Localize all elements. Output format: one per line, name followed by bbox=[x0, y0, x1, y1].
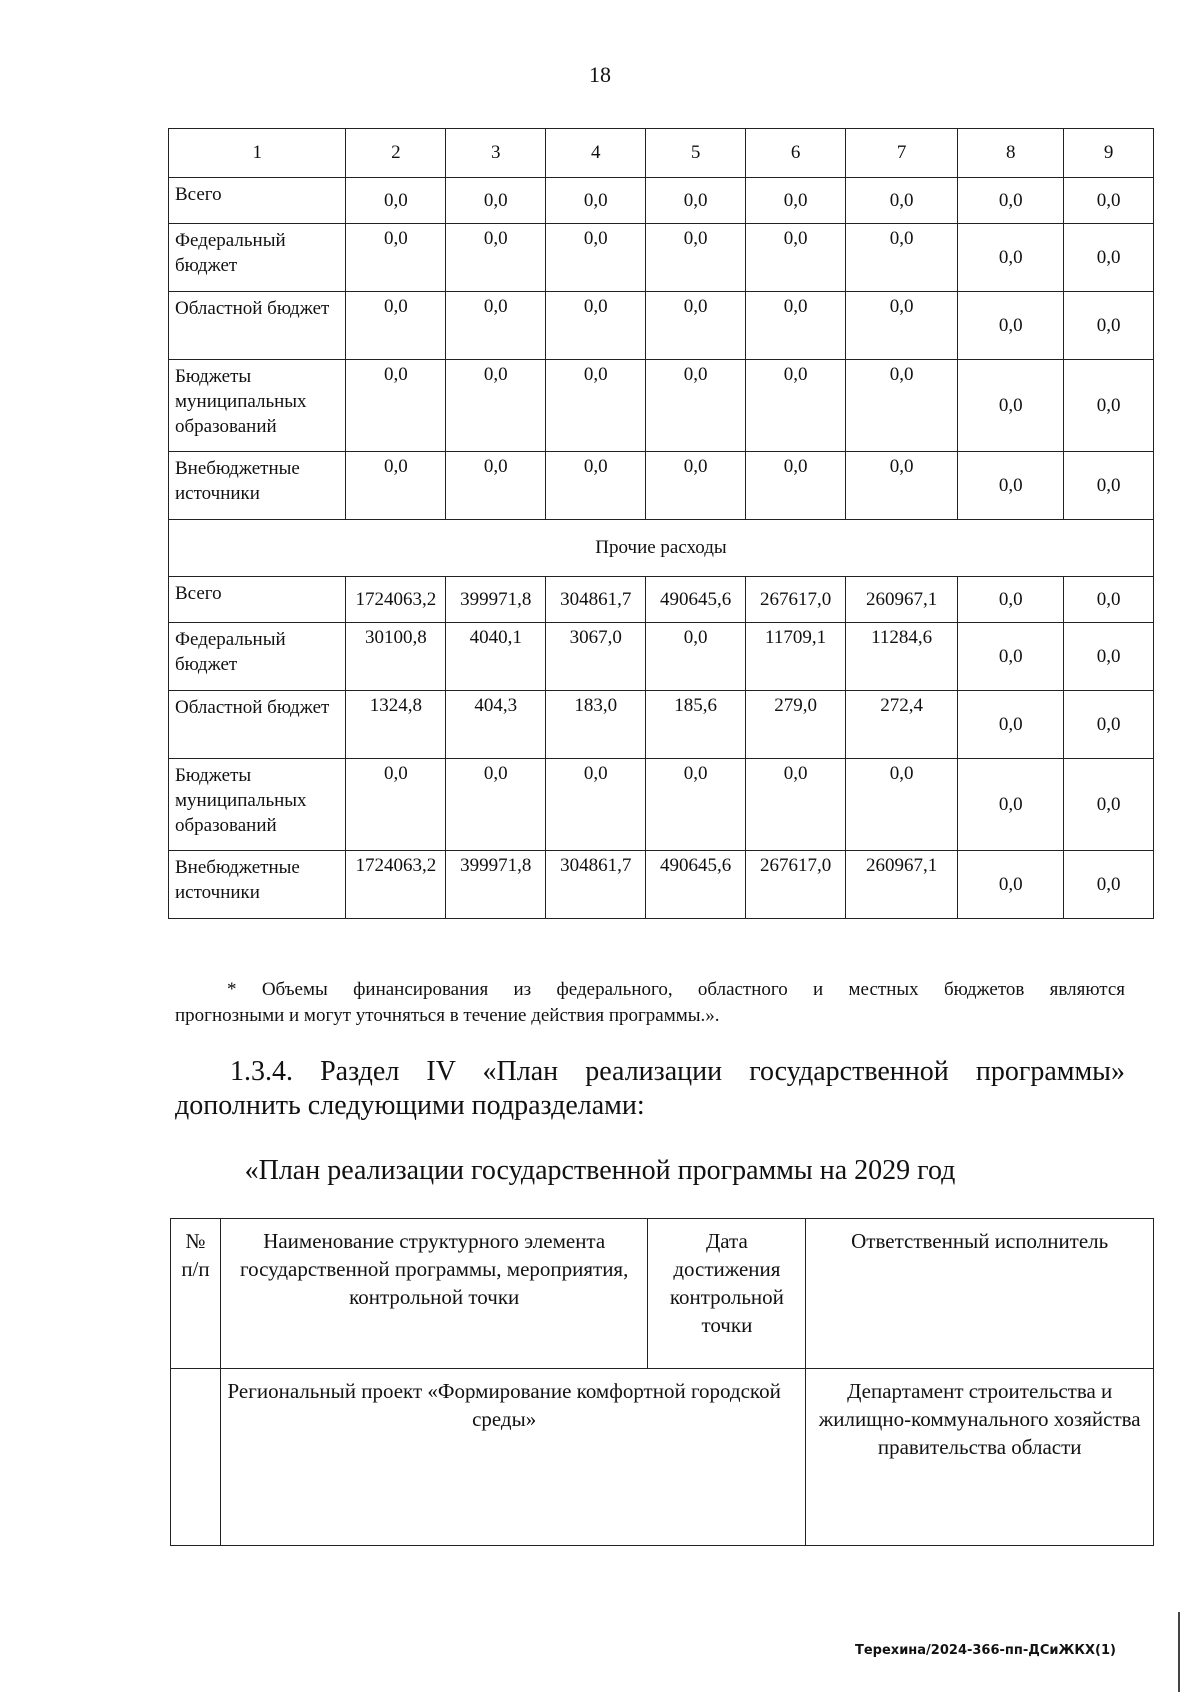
table-row bbox=[169, 691, 1154, 759]
header-cell: 3 bbox=[446, 129, 546, 178]
table-row bbox=[169, 224, 1154, 292]
value-cell: 0,0 bbox=[546, 224, 646, 292]
plan-row-number bbox=[171, 1369, 221, 1546]
plan-title: «План реализации государственной программы на 2029 год bbox=[244, 1155, 956, 1186]
footnote bbox=[175, 977, 1125, 1029]
value-cell: 0,0 bbox=[846, 292, 958, 360]
value-cell: 490645,6 bbox=[646, 851, 746, 919]
plan-row-executor: Департамент строительства и жилищно-коммунального хозяйства правительства области bbox=[806, 1369, 1154, 1546]
value-cell: 0,0 bbox=[1064, 178, 1154, 224]
value-cell: 0,0 bbox=[646, 452, 746, 520]
value-cell: 0,0 bbox=[346, 452, 446, 520]
row-label: Областной бюджет bbox=[169, 292, 346, 360]
value-cell: 304861,7 bbox=[546, 577, 646, 623]
table-row bbox=[169, 623, 1154, 691]
col-name-header: Наименование структурного элемента государственной программы, мероприятия, контрольной точки bbox=[220, 1219, 647, 1369]
amendment-paragraph bbox=[175, 1055, 1125, 1123]
row-label: Всего bbox=[169, 577, 346, 623]
plan-row-name: Региональный проект «Формирование комфортной городской среды» bbox=[220, 1369, 805, 1546]
value-cell: 0,0 bbox=[958, 452, 1064, 520]
value-cell: 0,0 bbox=[1064, 224, 1154, 292]
value-cell: 0,0 bbox=[346, 292, 446, 360]
row-label: Бюджеты муниципальных образований bbox=[169, 360, 346, 452]
value-cell: 279,0 bbox=[746, 691, 846, 759]
header-cell: 2 bbox=[346, 129, 446, 178]
value-cell: 399971,8 bbox=[446, 577, 546, 623]
table-row bbox=[169, 851, 1154, 919]
value-cell: 0,0 bbox=[546, 292, 646, 360]
section-title: Прочие расходы bbox=[169, 520, 1154, 577]
paragraph-line: 1.3.4. Раздел IV «План реализации государственной программы» bbox=[230, 1056, 1125, 1087]
plan-header-row bbox=[171, 1219, 1154, 1369]
value-cell: 0,0 bbox=[746, 360, 846, 452]
table-row bbox=[169, 292, 1154, 360]
value-cell: 399971,8 bbox=[446, 851, 546, 919]
value-cell: 30100,8 bbox=[346, 623, 446, 691]
value-cell: 0,0 bbox=[546, 178, 646, 224]
row-label: Внебюджетные источники bbox=[169, 851, 346, 919]
header-cell: 7 bbox=[846, 129, 958, 178]
value-cell: 0,0 bbox=[1064, 691, 1154, 759]
financing-group-1 bbox=[169, 178, 1154, 520]
value-cell: 4040,1 bbox=[446, 623, 546, 691]
value-cell: 0,0 bbox=[958, 360, 1064, 452]
financing-group-2 bbox=[169, 577, 1154, 919]
value-cell: 1724063,2 bbox=[346, 577, 446, 623]
row-label: Федеральный бюджет bbox=[169, 623, 346, 691]
value-cell: 260967,1 bbox=[846, 577, 958, 623]
value-cell: 1724063,2 bbox=[346, 851, 446, 919]
table-row bbox=[169, 452, 1154, 520]
value-cell: 0,0 bbox=[646, 292, 746, 360]
value-cell: 0,0 bbox=[646, 224, 746, 292]
value-cell: 0,0 bbox=[1064, 452, 1154, 520]
value-cell: 0,0 bbox=[846, 759, 958, 851]
value-cell: 0,0 bbox=[958, 851, 1064, 919]
value-cell: 0,0 bbox=[546, 452, 646, 520]
value-cell: 3067,0 bbox=[546, 623, 646, 691]
header-cell: 4 bbox=[546, 129, 646, 178]
financing-table bbox=[168, 128, 1154, 919]
value-cell: 0,0 bbox=[1064, 623, 1154, 691]
row-label: Внебюджетные источники bbox=[169, 452, 346, 520]
value-cell: 0,0 bbox=[958, 577, 1064, 623]
value-cell: 0,0 bbox=[446, 759, 546, 851]
value-cell: 0,0 bbox=[546, 759, 646, 851]
page-number: 18 bbox=[589, 62, 611, 87]
value-cell: 0,0 bbox=[1064, 577, 1154, 623]
row-label: Всего bbox=[169, 178, 346, 224]
plan-row bbox=[171, 1369, 1154, 1546]
value-cell: 260967,1 bbox=[846, 851, 958, 919]
plan-table bbox=[170, 1218, 1154, 1546]
value-cell: 1324,8 bbox=[346, 691, 446, 759]
value-cell: 272,4 bbox=[846, 691, 958, 759]
value-cell: 0,0 bbox=[446, 360, 546, 452]
value-cell: 0,0 bbox=[746, 452, 846, 520]
row-label: Областной бюджет bbox=[169, 691, 346, 759]
value-cell: 0,0 bbox=[446, 292, 546, 360]
row-label: Федеральный бюджет bbox=[169, 224, 346, 292]
value-cell: 0,0 bbox=[846, 178, 958, 224]
value-cell: 0,0 bbox=[846, 360, 958, 452]
value-cell: 0,0 bbox=[958, 224, 1064, 292]
value-cell: 185,6 bbox=[646, 691, 746, 759]
document-code: Терехина/2024-366-пп-ДСиЖКХ(1) bbox=[855, 1643, 1116, 1658]
table-row bbox=[169, 759, 1154, 851]
edge-line bbox=[1178, 1612, 1180, 1692]
value-cell: 0,0 bbox=[646, 623, 746, 691]
value-cell: 0,0 bbox=[746, 759, 846, 851]
footnote-line: * Объемы финансирования из федерального, областного и местных бюджетов являются bbox=[227, 979, 1125, 1000]
col-executor-header: Ответственный исполнитель bbox=[806, 1219, 1154, 1369]
value-cell: 304861,7 bbox=[546, 851, 646, 919]
value-cell: 0,0 bbox=[446, 224, 546, 292]
value-cell: 0,0 bbox=[958, 292, 1064, 360]
value-cell: 0,0 bbox=[958, 623, 1064, 691]
value-cell: 0,0 bbox=[958, 759, 1064, 851]
header-row bbox=[169, 129, 1154, 178]
header-cell: 8 bbox=[958, 129, 1064, 178]
header-cell: 5 bbox=[646, 129, 746, 178]
value-cell: 0,0 bbox=[346, 759, 446, 851]
value-cell: 0,0 bbox=[446, 452, 546, 520]
value-cell: 0,0 bbox=[746, 178, 846, 224]
value-cell: 404,3 bbox=[446, 691, 546, 759]
value-cell: 0,0 bbox=[846, 224, 958, 292]
value-cell: 11284,6 bbox=[846, 623, 958, 691]
value-cell: 0,0 bbox=[346, 178, 446, 224]
value-cell: 0,0 bbox=[746, 224, 846, 292]
value-cell: 0,0 bbox=[346, 224, 446, 292]
paragraph-line: дополнить следующими подразделами: bbox=[175, 1090, 645, 1121]
col-date-header: Дата достижения контрольной точки bbox=[648, 1219, 806, 1369]
value-cell: 490645,6 bbox=[646, 577, 746, 623]
table-row bbox=[169, 360, 1154, 452]
value-cell: 0,0 bbox=[646, 360, 746, 452]
table-row bbox=[169, 178, 1154, 224]
footnote-line: прогнозными и могут уточняться в течение действия программы.». bbox=[175, 1005, 720, 1026]
value-cell: 0,0 bbox=[1064, 292, 1154, 360]
value-cell: 0,0 bbox=[1064, 851, 1154, 919]
value-cell: 0,0 bbox=[846, 452, 958, 520]
value-cell: 0,0 bbox=[546, 360, 646, 452]
value-cell: 0,0 bbox=[958, 178, 1064, 224]
value-cell: 11709,1 bbox=[746, 623, 846, 691]
header-cell: 1 bbox=[169, 129, 346, 178]
section-row bbox=[169, 520, 1154, 577]
col-number-header: № п/п bbox=[171, 1219, 221, 1369]
value-cell: 0,0 bbox=[646, 759, 746, 851]
value-cell: 0,0 bbox=[346, 360, 446, 452]
value-cell: 267617,0 bbox=[746, 851, 846, 919]
value-cell: 0,0 bbox=[646, 178, 746, 224]
value-cell: 0,0 bbox=[1064, 759, 1154, 851]
header-cell: 9 bbox=[1064, 129, 1154, 178]
value-cell: 0,0 bbox=[446, 178, 546, 224]
row-label: Бюджеты муниципальных образований bbox=[169, 759, 346, 851]
value-cell: 183,0 bbox=[546, 691, 646, 759]
value-cell: 0,0 bbox=[1064, 360, 1154, 452]
table-row bbox=[169, 577, 1154, 623]
value-cell: 0,0 bbox=[958, 691, 1064, 759]
header-cell: 6 bbox=[746, 129, 846, 178]
value-cell: 267617,0 bbox=[746, 577, 846, 623]
value-cell: 0,0 bbox=[746, 292, 846, 360]
